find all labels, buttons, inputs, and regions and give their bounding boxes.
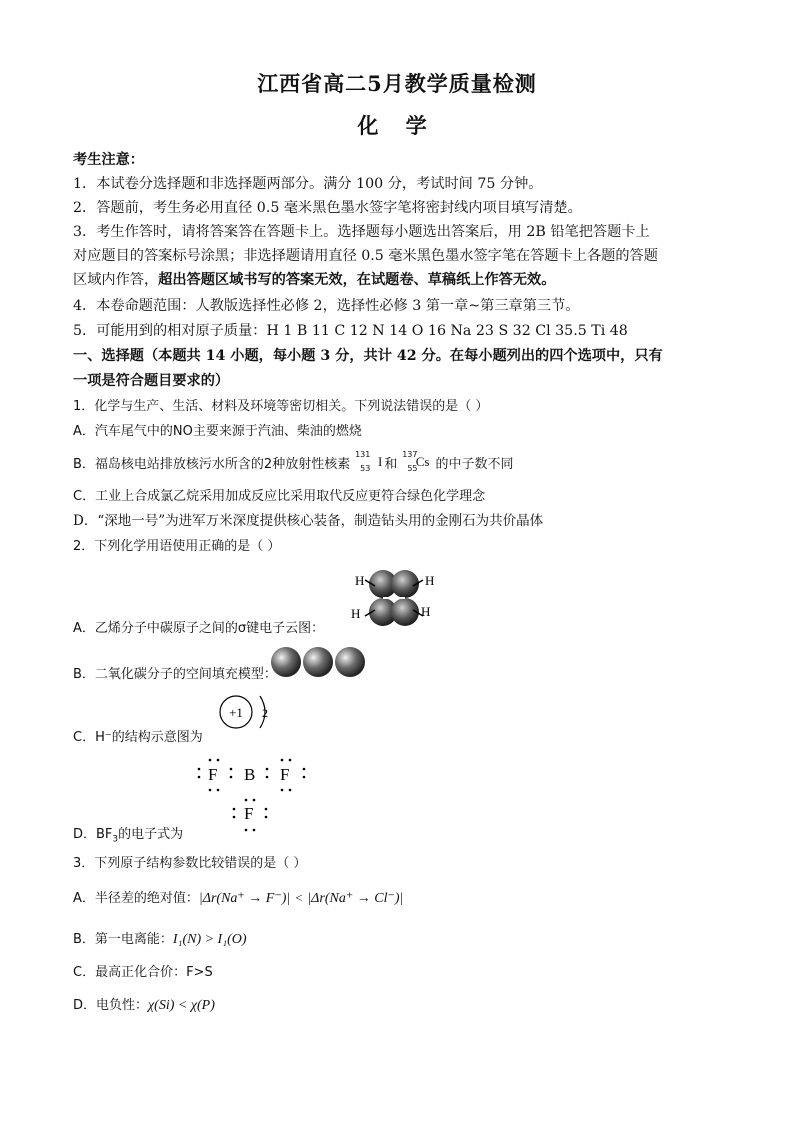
radius-diff-na-cl: |Δr(Na⁺ → Cl⁻)| <box>307 891 404 906</box>
ionization-energy-comparison: I₁(N) > I₁(O) <box>172 932 247 947</box>
q3-option-a <box>73 888 403 909</box>
fluorine-label: F <box>208 765 218 784</box>
h-atom-label: H <box>351 606 361 621</box>
q2-option-d <box>73 825 183 850</box>
cesium-mass-number: 137 <box>402 450 418 459</box>
notice-item-3-bold: 超出答题区域书写的答案无效，在试题卷、草稿纸上作答无效。 <box>158 272 556 288</box>
q3-option-c: C．最高正化合价：F>S <box>73 965 213 980</box>
q3-option-b <box>73 930 247 950</box>
cesium-nuclide <box>402 450 430 473</box>
q1-option-c: C．工业上合成氯乙烷采用加成反应比采用取代反应更符合绿色化学理念 <box>73 489 486 504</box>
notice-item-4: 4．本卷命题范围：人教版选择性必修 2，选择性必修 3 第一章~第三章第三节。 <box>73 298 580 314</box>
ethylene-sigma-bond-cloud-diagram <box>345 566 445 634</box>
q2-option-d-pre: D．BF <box>73 827 113 842</box>
iodine-nuclide <box>354 450 383 473</box>
notice-item-3-line-2: 对应题目的答案标号涂黑；非选择题请用直径 0.5 毫米黑色墨水签字笔在答题卡上各题的答题 <box>73 248 658 264</box>
q3-option-d-pre: D．电负性： <box>73 998 149 1013</box>
q3-stem: 3．下列原子结构参数比较错误的是（ ） <box>73 856 307 871</box>
q1-option-b-pre: B．福岛核电站排放核污水所含的2种放射性核素 <box>73 457 351 472</box>
iodine-mass-number: 131 <box>355 450 371 459</box>
q3-option-d <box>73 996 215 1016</box>
electronegativity-comparison: χ(Si) < χ(P) <box>148 998 215 1013</box>
q1-option-b-post: 的中子数不同 <box>435 457 514 472</box>
cesium-atomic-number: 55 <box>407 464 418 473</box>
q3-option-a-pre: A．半径差的绝对值： <box>73 891 199 906</box>
q2-option-c: C．H⁻的结构示意图为 <box>73 730 203 745</box>
h-atom-label: H <box>425 573 435 588</box>
nucleus-charge: +1 <box>229 705 243 720</box>
bf3-subscript: 3 <box>112 834 119 845</box>
electron-count: 2 <box>262 706 268 720</box>
q1-option-a: A．汽车尾气中的NO主要来源于汽油、柴油的燃烧 <box>73 424 362 439</box>
q2-stem: 2．下列化学用语使用正确的是（ ） <box>73 539 281 554</box>
notice-item-2: 2．答题前，考生务必用直径 0.5 毫米黑色墨水签字笔将密封线内项目填写清楚。 <box>73 200 582 216</box>
q1-option-b-and: 和 <box>384 457 398 472</box>
q1-stem: 1．化学与生产、生活、材料及环境等密切相关。下列说法错误的是（ ） <box>73 399 489 414</box>
q3-option-b-pre: B．第一电离能： <box>73 932 173 947</box>
h-atom-label: H <box>355 573 365 588</box>
notice-item-3-text: 区域内作答， <box>73 272 159 288</box>
q1-option-d: D．“深地一号”为进军万米深度提供核心装备，制造钻头用的金刚石为共价晶体 <box>73 513 544 529</box>
q2-option-b: B．二氧化碳分子的空间填充模型： <box>73 667 277 682</box>
boron-label: B <box>244 765 256 784</box>
iodine-symbol: I <box>378 454 383 469</box>
bf3-electron-dot-diagram <box>196 754 310 838</box>
notice-item-1: 1．本试卷分选择题和非选择题两部分。满分 100 分，考试时间 75 分钟。 <box>73 176 543 192</box>
less-than-sign: < <box>294 890 304 905</box>
q2-option-a: A．乙烯分子中碳原子之间的σ键电子云图： <box>73 621 325 636</box>
q2-option-d-post: 的电子式为 <box>118 827 184 842</box>
notice-heading: 考生注意： <box>73 152 144 168</box>
subject-title: 化 学 <box>357 113 437 138</box>
fluorine-label: F <box>244 804 254 823</box>
exam-title: 江西省高二5月教学质量检测 <box>257 71 537 96</box>
notice-item-3-line-1: 3．考生作答时，请将答案答在答题卡上。选择题每小题选出答案后，用 2B 铅笔把答题卡上 <box>73 224 650 240</box>
h-minus-structure-diagram <box>216 690 282 734</box>
q1-option-b <box>73 450 514 475</box>
co2-space-filling-model <box>268 644 368 680</box>
section-1-heading-line-2: 一项是符合题目要求的） <box>73 373 230 389</box>
section-1-heading-line-1: 一、选择题（本题共 14 小题，每小题 3 分，共计 42 分。在每小题列出的四个选项中，只有 <box>73 348 663 364</box>
radius-diff-na-f: |Δr(Na⁺ → F⁻)| <box>198 891 291 906</box>
notice-item-5: 5．可能用到的相对原子质量：H 1 B 11 C 12 N 14 O 16 Na 23 S 32 Cl 35.5 Ti 48 <box>73 323 628 339</box>
h-atom-label: H <box>421 604 431 619</box>
cesium-symbol: Cs <box>415 454 430 469</box>
fluorine-label: F <box>280 765 290 784</box>
iodine-atomic-number: 53 <box>360 464 371 473</box>
notice-item-3-line-3 <box>73 270 555 290</box>
